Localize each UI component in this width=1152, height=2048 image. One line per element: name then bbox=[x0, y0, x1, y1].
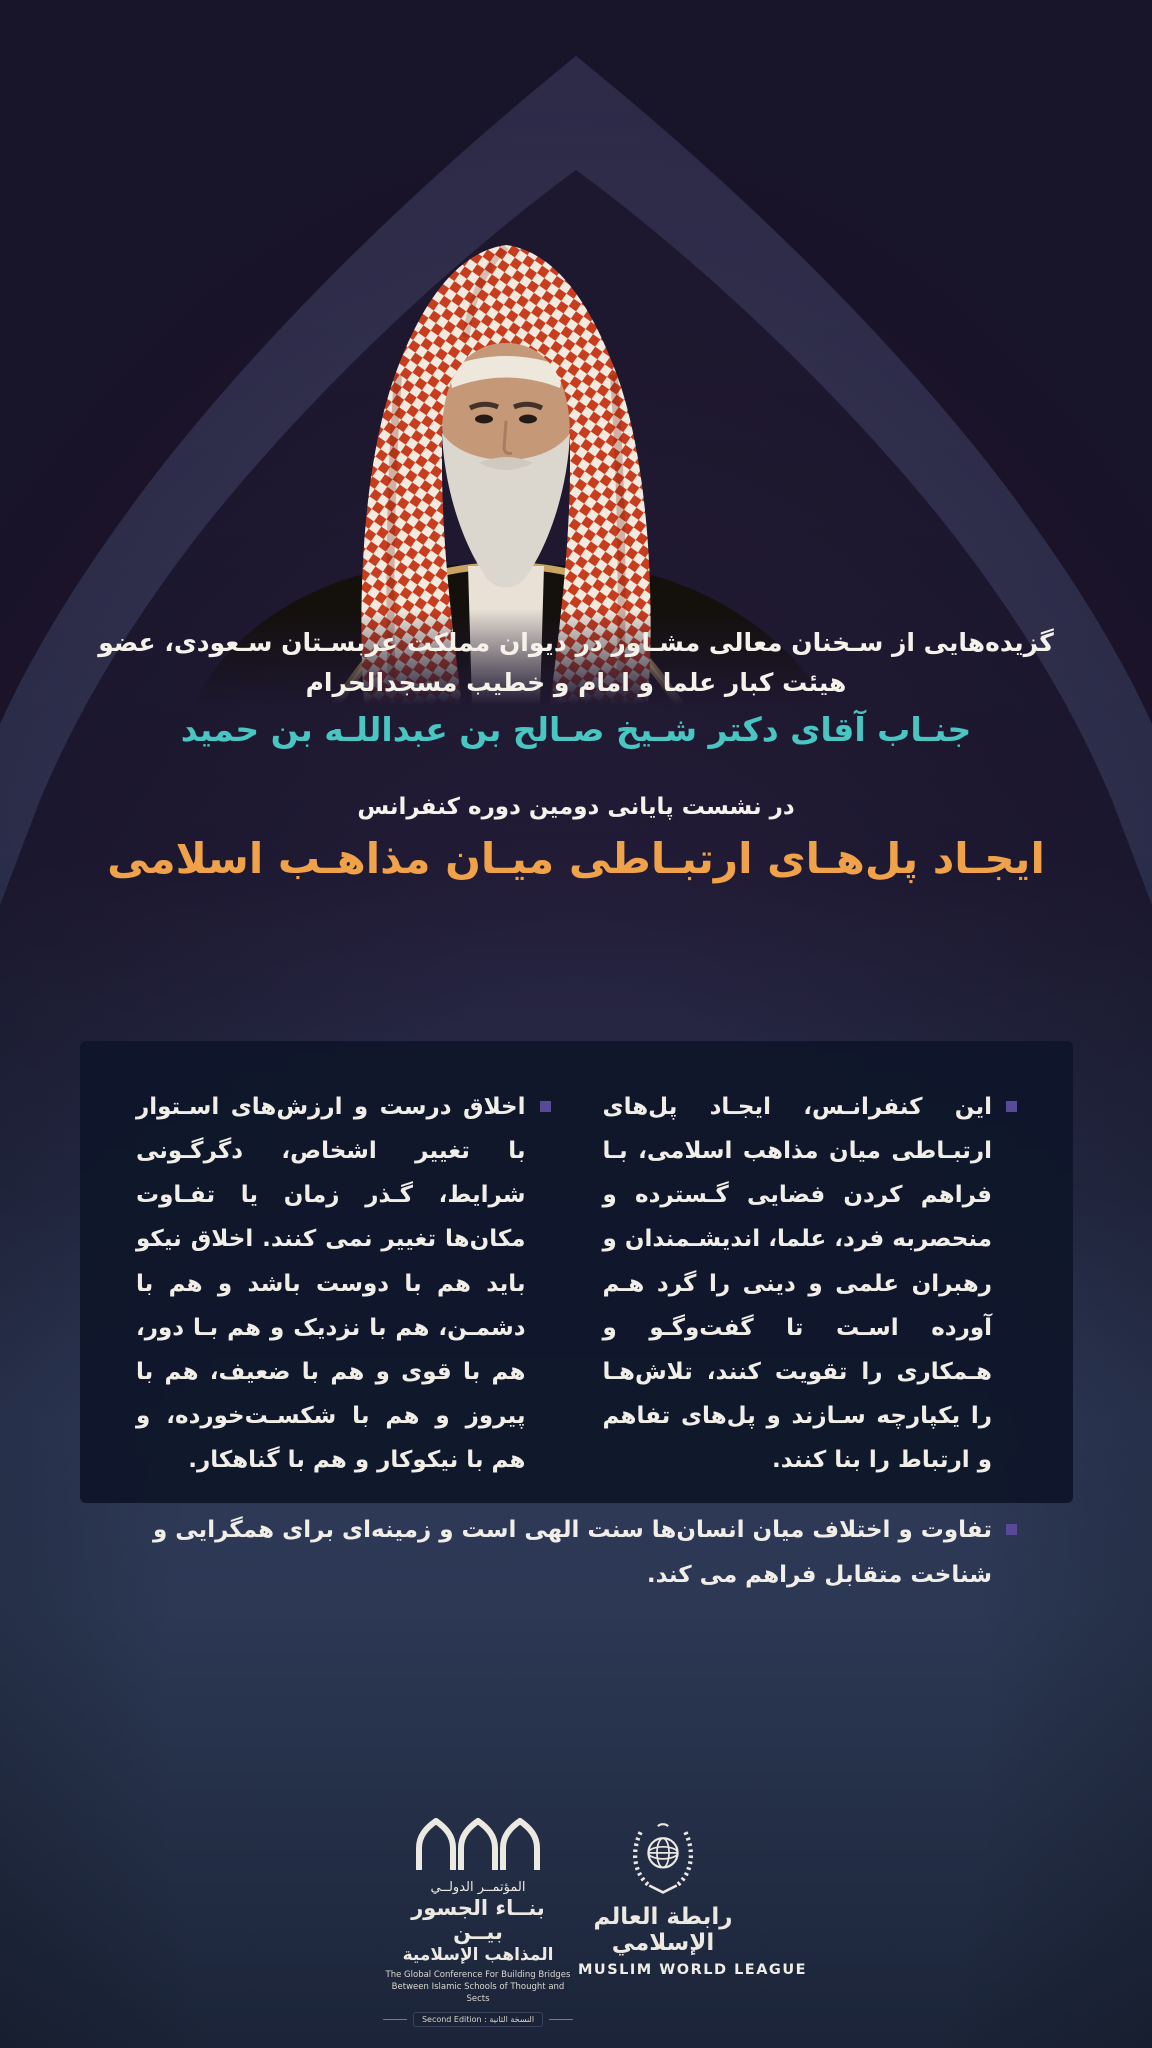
conference-english-line1: The Global Conference For Building Bridges bbox=[385, 1970, 571, 1980]
mwl-logo bbox=[578, 1818, 808, 1978]
conference-english-name bbox=[383, 1970, 573, 2006]
quote-left-text: اخلاق درست و ارزش‌های اسـتوار با تغییر اشخاص، دگرگـونی شرایط، گـذر زمان یا تفـاوت مکان‌ها تغییر نمی کنند. اخلاق نیکو باید هم با دوست باشد و هم با دشمـن، هم با نزدیک و هم بـا دور، هم با قوی و هم با ضعیف، هم با پیروز و هم با شکسـت‌خورده، و هم با نیکوکار و هم با گناهکار. bbox=[136, 1094, 526, 1474]
edition-badge-row bbox=[383, 2012, 573, 2027]
triple-arch-icon bbox=[413, 1818, 543, 1872]
quote-bottom-text: تفاوت و اختلاف میان انسان‌ها سنت الهی است و زمینه‌ای برای همگرایی و شناخت متقابل فراهم می کند. bbox=[152, 1517, 992, 1588]
bullet-square-icon bbox=[540, 1101, 551, 1112]
conference-arabic-line3: المذاهب الإسلامية bbox=[402, 1945, 554, 1965]
conference-arabic-line1: المؤتمــر الدولــي bbox=[430, 1880, 526, 1895]
quote-bottom-row bbox=[136, 1508, 1017, 1596]
bullet-square-icon bbox=[1006, 1101, 1017, 1112]
quote-columns bbox=[136, 1085, 1017, 1482]
intro-line-2: هیئت کبار علما و امام و خطیب مسجدالحرام bbox=[305, 668, 847, 697]
session-line: در نشست پایانی دومین دوره کنفرانس bbox=[357, 794, 795, 820]
conference-arabic-line2: بنــاء الجسور بيــن bbox=[411, 1896, 545, 1944]
mwl-arabic-name: رابطة العالم الإسلامي bbox=[593, 1904, 733, 1956]
intro-line-1: گزیده‌هایی از سـخنان معالی مشـاور در دیوان مملکت عربسـتان سـعودی، عضو bbox=[98, 628, 1054, 657]
quote-left-column bbox=[136, 1085, 551, 1482]
edition-badge: Second Edition : النسخة الثانية bbox=[413, 2012, 543, 2027]
globe-wreath-emblem-icon bbox=[620, 1818, 706, 1898]
mwl-english-name: MUSLIM WORLD LEAGUE bbox=[578, 1962, 808, 1978]
bullet-square-icon bbox=[1006, 1524, 1017, 1535]
quote-right-text: این کنفرانـس، ایجـاد پل‌های ارتبـاطی میان مذاهب اسلامی، بـا فراهم کردن فضایی گـسترده و منحصربه فرد، علما، اندیشـمندان و رهبران علمی و دینی را گرد هـم آورده اسـت تا گفت‌وگـو و هـمکاری را تقویت کنند، تلاش‌هـا را یکپارچه سـازند و پل‌های تفاهم و ارتباط را بنا کنند. bbox=[602, 1094, 992, 1474]
conference-english-line2: Between Islamic Schools of Thought and Sects bbox=[391, 1981, 565, 2004]
speaker-name: جنـاب آقای دکتر شـیخ صـالح بن عبداللـه بن حمید bbox=[180, 710, 972, 749]
conference-title: ایجـاد پل‌هـای ارتبـاطی میـان مذاهـب اسلامی bbox=[107, 834, 1045, 883]
quotes-panel bbox=[80, 1041, 1073, 1588]
quote-right-column bbox=[603, 1085, 1018, 1482]
conference-logo bbox=[383, 1818, 573, 2027]
dash-line bbox=[549, 2019, 573, 2020]
dash-line bbox=[383, 2019, 407, 2020]
